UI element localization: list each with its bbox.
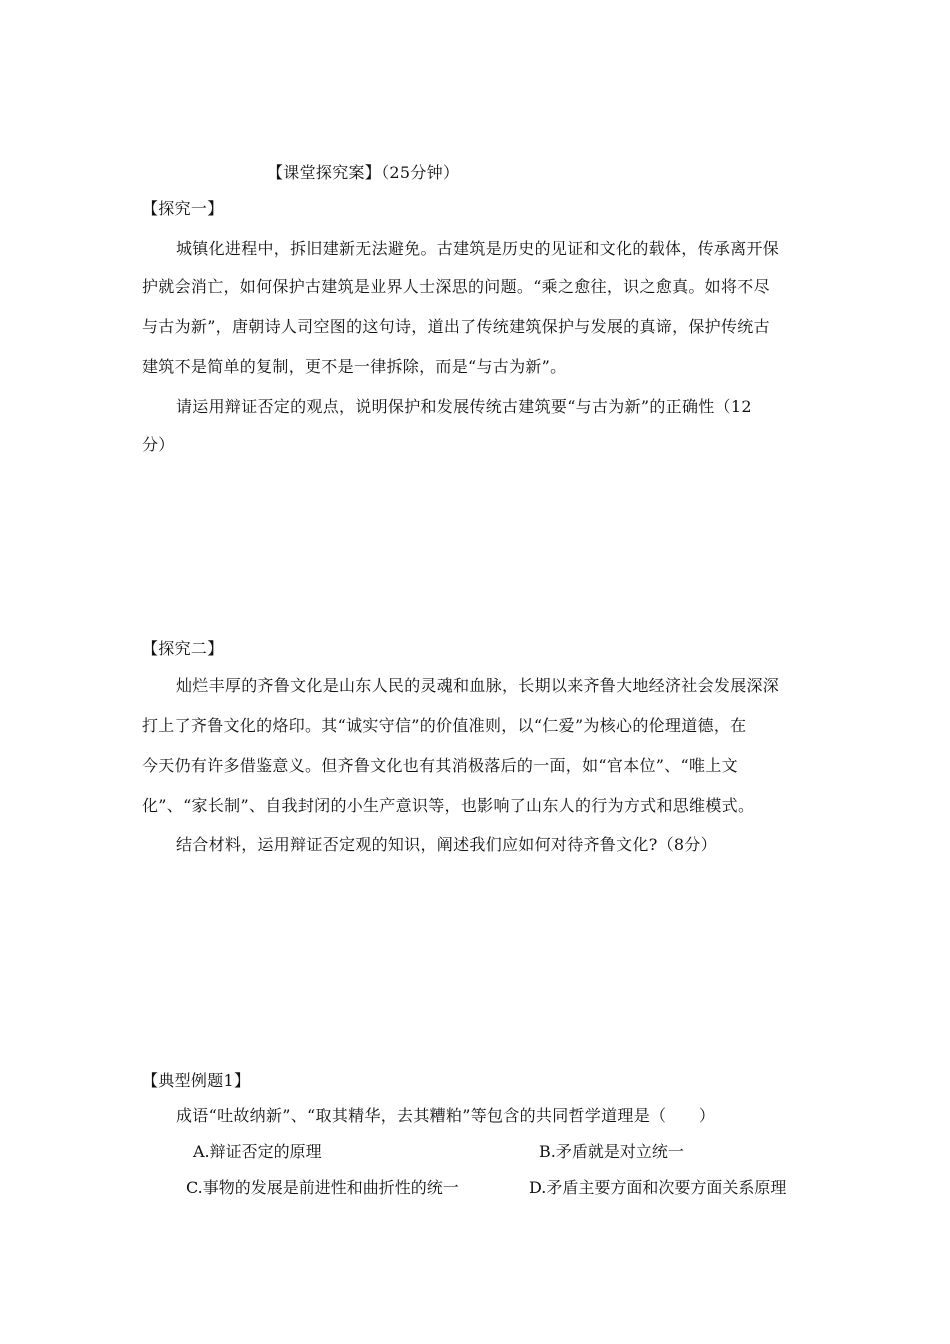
inquiry1-question-line: 分） (142, 435, 175, 454)
example1-heading: 【典型例题1】 (142, 1071, 251, 1090)
example1-question: 成语“吐故纳新”、“取其精华，去其糟粕”等包含的共同哲学道理是（ ） (176, 1106, 716, 1125)
option-b: B.矛盾就是对立统一 (539, 1142, 684, 1161)
inquiry1-heading: 【探究一】 (142, 199, 224, 218)
inquiry2-question: 结合材料，运用辩证否定观的知识，阐述我们应如何对待齐鲁文化?（8分） (176, 835, 717, 854)
option-c: C.事物的发展是前进性和曲折性的统一 (186, 1178, 459, 1197)
inquiry1-text-line: 护就会消亡，如何保护古建筑是业界人士深思的问题。“乘之愈往，识之愈真。如将不尽 (142, 277, 770, 296)
option-a: A.辩证否定的原理 (193, 1142, 322, 1161)
inquiry1-text-line: 城镇化进程中，拆旧建新无法避免。古建筑是历史的见证和文化的载体，传承离开保 (176, 239, 780, 258)
inquiry1-text-line: 与古为新”，唐朝诗人司空图的这句诗，道出了传统建筑保护与发展的真谛，保护传统古 (142, 317, 770, 336)
inquiry2-text-line: 打上了齐鲁文化的烙印。其“诚实守信”的价值准则，以“仁爱”为核心的伦理道德，在 (142, 716, 747, 735)
inquiry2-text-line: 今天仍有许多借鉴意义。但齐鲁文化也有其消极落后的一面，如“官本位”、“唯上文 (142, 756, 738, 775)
inquiry2-heading: 【探究二】 (142, 639, 224, 658)
inquiry1-text-line: 建筑不是简单的复制，更不是一律拆除，而是“与古为新”。 (142, 357, 567, 376)
inquiry1-question-line: 请运用辩证否定的观点，说明保护和发展传统古建筑要“与古为新”的正确性（12 (176, 397, 752, 416)
inquiry2-text-line: 灿烂丰厚的齐鲁文化是山东人民的灵魂和血脉，长期以来齐鲁大地经济社会发展深深 (176, 676, 780, 695)
page-title: 【课堂探究案】（25分钟） (267, 163, 460, 182)
option-d: D.矛盾主要方面和次要方面关系原理 (529, 1178, 787, 1197)
inquiry2-text-line: 化”、“家长制”、自我封闭的小生产意识等，也影响了山东人的行为方式和思维模式。 (142, 796, 755, 815)
